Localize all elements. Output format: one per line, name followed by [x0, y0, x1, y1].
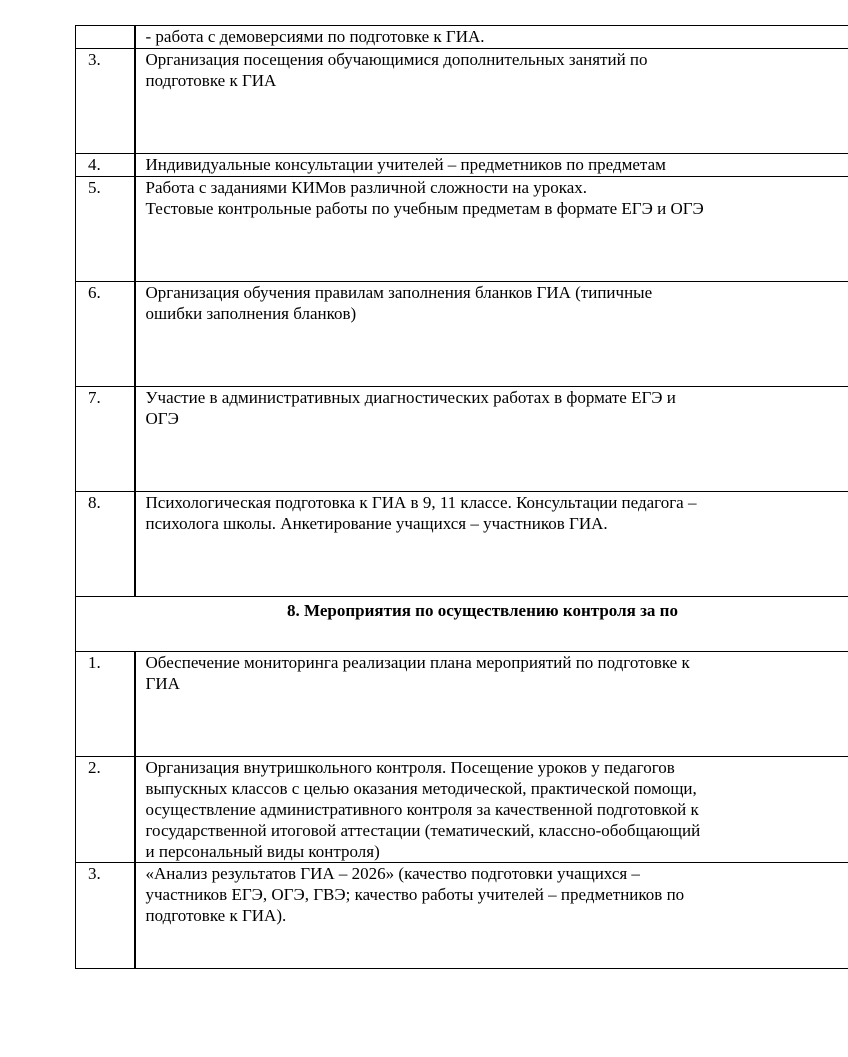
table-row [76, 863, 848, 969]
row-number: 1. [76, 652, 135, 757]
row-text: Организация посещения обучающимися дополнительных занятий по подготовке к ГИА [135, 49, 848, 154]
section-header-row [76, 597, 848, 652]
row-text: Индивидуальные консультации учителей – предметников по предметам [135, 154, 848, 177]
table-row [76, 154, 848, 177]
table-row [76, 177, 848, 282]
row-number: 7. [76, 387, 135, 492]
row-text: Организация обучения правилам заполнения бланков ГИА (типичные ошибки заполнения бланков) [135, 282, 848, 387]
table-row [76, 49, 848, 154]
section-title: 8. Мероприятия по осуществлению контроля за по [76, 597, 848, 652]
row-number [76, 26, 135, 49]
plan-table [75, 25, 848, 969]
table-row [76, 492, 848, 597]
row-text: Обеспечение мониторинга реализации плана мероприятий по подготовке к ГИА [135, 652, 848, 757]
row-text: Участие в административных диагностических работах в формате ЕГЭ и ОГЭ [135, 387, 848, 492]
row-text: Психологическая подготовка к ГИА в 9, 11 классе. Консультации педагога – психолога школы. Анкетирование учащихся – участников ГИА. [135, 492, 848, 597]
row-number: 3. [76, 49, 135, 154]
row-number: 6. [76, 282, 135, 387]
table-row [76, 26, 848, 49]
table-row [76, 387, 848, 492]
row-text: Работа с заданиями КИМов различной сложности на уроках. Тестовые контрольные работы по учебным предметам в формате ЕГЭ и ОГЭ [135, 177, 848, 282]
row-text: «Анализ результатов ГИА – 2026» (качество подготовки учащихся – участников ЕГЭ, ОГЭ, ГВЭ; качество работы учителей – предметников по подготовке к ГИА). [135, 863, 848, 969]
row-number: 3. [76, 863, 135, 969]
row-number: 4. [76, 154, 135, 177]
row-text: - работа с демоверсиями по подготовке к ГИА. [135, 26, 848, 49]
table-row [76, 282, 848, 387]
table-row [76, 757, 848, 863]
table-row [76, 652, 848, 757]
row-number: 8. [76, 492, 135, 597]
row-text: Организация внутришкольного контроля. Посещение уроков у педагогов выпускных классов с целью оказания методической, практической помощи, осуществление административного контроля за качественной подготовкой к государственной итоговой аттестации (тематический, классно-обобщающий и персональный виды контроля) [135, 757, 848, 863]
row-number: 5. [76, 177, 135, 282]
row-number: 2. [76, 757, 135, 863]
